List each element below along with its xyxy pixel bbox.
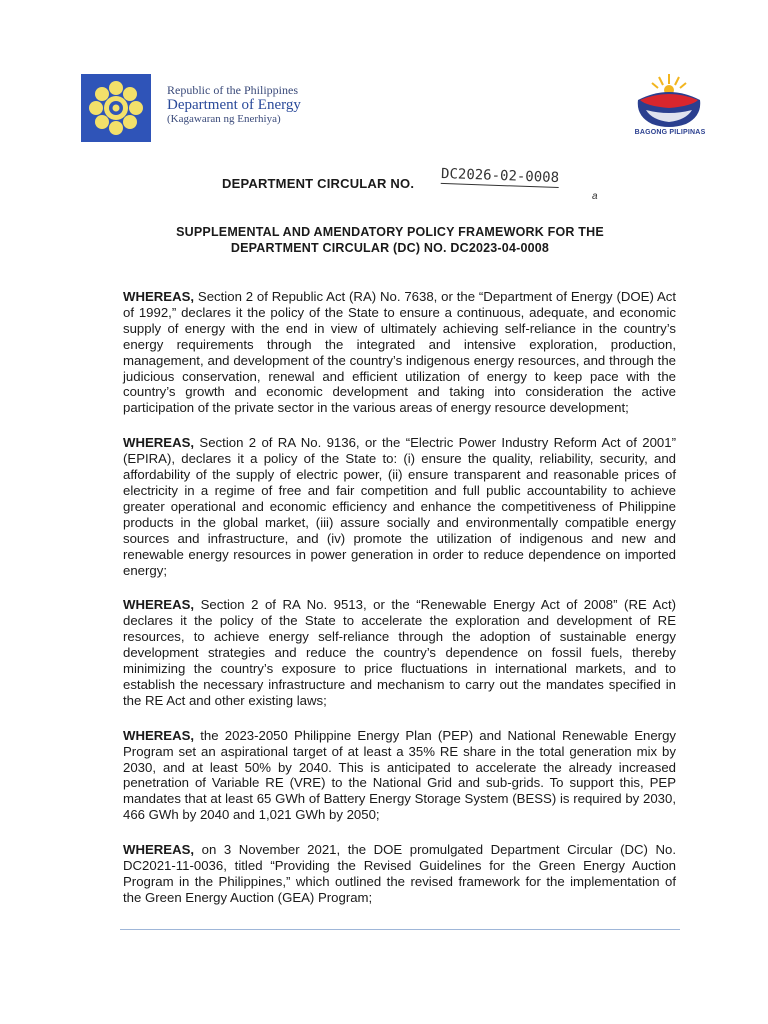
document-title bbox=[120, 224, 660, 256]
handwritten-initial: a bbox=[592, 191, 598, 202]
whereas-text: Section 2 of RA No. 9136, or the “Electric Power Industry Reform Act of 2001” (EPIRA), declares it a policy of the State to: (i) ensure the quality, reliability, security, and affordability of the supply of electric power, (ii) ensure transparent and reasonable prices of electricity in a regime of free and fair competition and full public accountability to achieve greater operational and economic efficiency and enhance the competitiveness of Philippine products in the global market, (iii) assure socially and environmentally compatible energy sources and infrastructure, and (iv) promote the utilization of indigenous and new and renewable energy resources in power generation in order to reduce dependence on imported energy; bbox=[123, 435, 676, 578]
whereas-paragraph bbox=[123, 435, 676, 578]
whereas-lead: WHEREAS, bbox=[123, 435, 195, 451]
whereas-paragraph bbox=[123, 842, 676, 906]
whereas-paragraph bbox=[123, 289, 676, 416]
whereas-text: Section 2 of RA No. 9513, or the “Renewable Energy Act of 2008” (RE Act) declares it the policy of the State to accelerate the exploration and development of RE resources, to achieve energy self-reliance through the adoption of sustainable energy development strategies and reduce the country’s dependence on fossil fuels, thereby minimizing the country’s exposure to price fluctuations in international markets, and to establish the necessary infrastructure and mechanism to carry out the mandates specified in the RE Act and other existing laws; bbox=[123, 597, 676, 708]
whereas-lead: WHEREAS, bbox=[123, 597, 195, 613]
title-line-2: DEPARTMENT CIRCULAR (DC) NO. DC2023-04-0008 bbox=[230, 241, 550, 255]
bagong-pilipinas-text: BAGONG PILIPINAS bbox=[634, 129, 706, 136]
whereas-lead: WHEREAS, bbox=[123, 842, 195, 858]
whereas-text: on 3 November 2021, the DOE promulgated Department Circular (DC) No. DC2021-11-0036, titled “Providing the Revised Guidelines for the Green Energy Auction Program in the Philippines,” which outlined the revised framework for the implementation of the Green Energy Auction (GEA) Program; bbox=[123, 842, 676, 905]
title-line-1: SUPPLEMENTAL AND AMENDATORY POLICY FRAMEWORK FOR THE bbox=[176, 225, 604, 239]
doe-logo bbox=[81, 74, 151, 142]
whereas-text: the 2023-2050 Philippine Energy Plan (PEP) and National Renewable Energy Program set an aspirational target of at least a 35% RE share in the total generation mix by 2030, and at least 50% by 2040. This is anticipated to accelerate the already increased penetration of Variable RE (VRE) to the National Grid and sub-grids. To support this, PEP mandates that at least 65 GWh of Battery Energy Storage System (BESS) is required by 2030, 466 GWh by 2040 and 1,021 GWh by 2050; bbox=[123, 727, 676, 823]
bagong-pilipinas-logo bbox=[632, 70, 706, 128]
whereas-paragraph bbox=[123, 728, 676, 823]
circular-number-handwritten: DC2026-02-0008 bbox=[440, 165, 560, 187]
agency-tagalog-name: (Kagawaran ng Enerhiya) bbox=[167, 113, 281, 125]
whereas-lead: WHEREAS, bbox=[123, 727, 195, 743]
agency-name: Department of Energy bbox=[167, 97, 301, 113]
agency-header bbox=[167, 84, 301, 125]
whereas-paragraph bbox=[123, 597, 676, 708]
circular-number-label: DEPARTMENT CIRCULAR NO. bbox=[222, 176, 415, 191]
whereas-text: Section 2 of Republic Act (RA) No. 7638, or the “Department of Energy (DOE) Act of 1992,” declares it the policy of the State to ensure a continuous, adequate, and economic supply of energy with the end in view of ultimately achieving self-reliance in the country’s energy requirements through the integrated and intensive exploration, production, management, and development of the country’s indigenous energy resources, and through the judicious conservation, renewal and efficient utilization of energy to keep pace with the country’s growth and economic development and taking into consideration the active participation of the private sector in the various areas of energy resource development; bbox=[123, 289, 676, 416]
document-body bbox=[123, 289, 676, 925]
whereas-lead: WHEREAS, bbox=[123, 289, 195, 304]
agency-republic-line: Republic of the Philippines bbox=[167, 83, 298, 97]
footer-divider bbox=[120, 929, 680, 930]
